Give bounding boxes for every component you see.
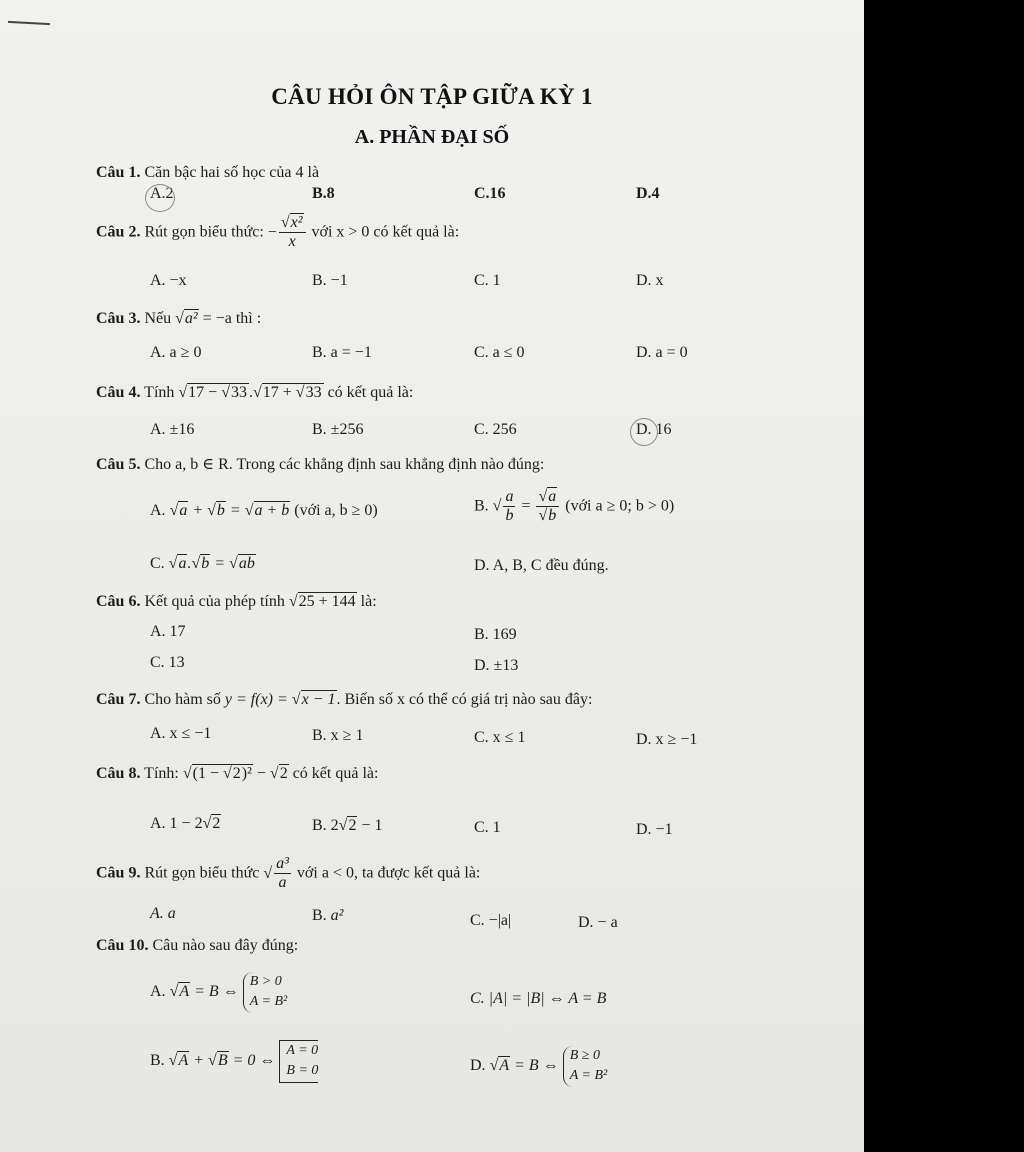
question-7 bbox=[96, 691, 592, 709]
q8-option-b: B. 2√2 − 1 bbox=[312, 817, 383, 834]
question-8 bbox=[96, 765, 378, 783]
question-label: Câu 1. bbox=[96, 164, 141, 181]
question-text: Căn bậc hai số học của 4 là bbox=[144, 164, 320, 181]
question-text: Cho hàm số bbox=[144, 691, 221, 708]
q9-option-a: A. a bbox=[150, 905, 176, 922]
question-label: Câu 8. bbox=[96, 765, 141, 782]
math-expression: √25 + 144 bbox=[288, 593, 356, 610]
question-text: Kết quả của phép tính bbox=[144, 593, 285, 610]
math-expression: − $\frac{\text{√x²}}{x}$ bbox=[268, 224, 308, 241]
q5-option-b: B. √ $\frac{a}{b}$ = $\frac{√a}{√b}$ (với a ≥ 0; b > 0) bbox=[474, 488, 675, 525]
q8-option-d: D. −1 bbox=[636, 821, 673, 838]
question-text: Tính bbox=[144, 384, 175, 401]
q6-option-c: C. 13 bbox=[150, 654, 185, 671]
q3-option-d: D. a = 0 bbox=[636, 344, 688, 361]
q3-option-c: C. a ≤ 0 bbox=[474, 344, 525, 361]
q5-option-a: A. √a + √b = √a + b (với a, b ≥ 0) bbox=[150, 502, 378, 519]
question-text: Rút gọn biểu thức bbox=[144, 864, 260, 882]
question-label: Câu 4. bbox=[96, 384, 141, 401]
question-label: Câu 2. bbox=[96, 223, 141, 241]
math-expression: √17 − √33 .√17 + √33 bbox=[178, 384, 322, 401]
q1-option-a: A.2 bbox=[150, 185, 174, 202]
q5-option-c: C. √a.√b = √ab bbox=[150, 555, 255, 572]
question-text-tail: có kết quả là: bbox=[292, 765, 379, 782]
question-label: Câu 9. bbox=[96, 864, 141, 882]
q2-option-a: A. −x bbox=[150, 272, 187, 289]
question-label: Câu 3. bbox=[96, 310, 141, 327]
math-expression: √ $\frac{\text{a³}}{a}$ bbox=[263, 855, 289, 892]
q2-option-d: D. x bbox=[636, 272, 664, 289]
q2-option-b: B. −1 bbox=[312, 272, 348, 289]
question-1 bbox=[96, 164, 319, 182]
q9-option-d: D. − a bbox=[578, 914, 618, 931]
q6-option-b: B. 169 bbox=[474, 626, 517, 643]
q8-option-c: C. 1 bbox=[474, 819, 501, 836]
question-text: Nếu bbox=[144, 310, 172, 327]
q10-option-c: C. |A| = |B| ⇔ A = B bbox=[470, 990, 607, 1007]
question-9 bbox=[96, 855, 480, 893]
question-label: Câu 10. bbox=[96, 937, 149, 954]
q4-option-a: A. ±16 bbox=[150, 421, 195, 438]
q7-option-c: C. x ≤ 1 bbox=[474, 729, 526, 746]
question-2 bbox=[96, 214, 459, 252]
q8-option-a: A. 1 − 2√2 bbox=[150, 815, 221, 832]
question-text: Tính: bbox=[144, 765, 179, 782]
answer-circle-mark bbox=[145, 184, 175, 212]
question-5 bbox=[96, 454, 544, 474]
math-expression: √a² bbox=[175, 310, 198, 327]
pen-mark bbox=[8, 21, 50, 25]
option-condition: (với a, b ≥ 0) bbox=[294, 502, 378, 519]
q3-option-a: A. a ≥ 0 bbox=[150, 344, 202, 361]
q4-option-c: C. 256 bbox=[474, 421, 517, 438]
question-text-tail: với x > 0 có kết quả là: bbox=[311, 223, 460, 241]
q7-option-a: A. x ≤ −1 bbox=[150, 725, 212, 742]
math-expression: y = f(x) = √x − 1 bbox=[224, 691, 336, 708]
q3-option-b: B. a = −1 bbox=[312, 344, 372, 361]
question-text: Cho a, b ∈ R. Trong các khẳng định sau khẳng định nào đúng: bbox=[144, 456, 545, 473]
dark-background bbox=[864, 0, 1024, 1152]
question-text: Rút gọn biểu thức: bbox=[144, 223, 264, 241]
q6-option-a: A. 17 bbox=[150, 623, 186, 640]
question-text-tail: với a < 0, ta được kết quả là: bbox=[296, 864, 481, 882]
page-title: CÂU HỎI ÔN TẬP GIỮA KỲ 1 bbox=[271, 84, 593, 109]
q4-option-b: B. ±256 bbox=[312, 421, 364, 438]
question-text-tail: = −a thì : bbox=[202, 310, 262, 327]
question-text-tail: là: bbox=[360, 593, 377, 610]
q10-option-b: B. √A + √B = 0 ⇔ A = 0 B = 0 bbox=[150, 1040, 318, 1083]
q6-option-d: D. ±13 bbox=[474, 657, 519, 674]
q10-option-d: D. √A = B ⇔ B ≥ 0 A = B² bbox=[470, 1046, 607, 1087]
question-3 bbox=[96, 310, 261, 328]
question-label: Câu 7. bbox=[96, 691, 141, 708]
q9-option-b: B. a² bbox=[312, 907, 344, 924]
math-expression: √(1 − √2)² − √2 bbox=[182, 765, 288, 782]
q10-option-a: A. √A = B ⇔ B > 0 A = B² bbox=[150, 972, 287, 1013]
q1-option-b: B.8 bbox=[312, 185, 335, 202]
option-condition: (với a ≥ 0; b > 0) bbox=[565, 497, 675, 515]
question-4 bbox=[96, 384, 413, 402]
question-text-tail: có kết quả là: bbox=[327, 384, 414, 401]
question-label: Câu 5. bbox=[96, 456, 141, 473]
section-title: A. PHẦN ĐẠI SỐ bbox=[354, 126, 510, 148]
answer-circle-mark bbox=[630, 418, 658, 446]
q5-option-d: D. A, B, C đều đúng. bbox=[474, 557, 609, 574]
question-text-tail: . Biến số x có thể có giá trị nào sau đây: bbox=[336, 691, 593, 708]
question-10 bbox=[96, 937, 298, 955]
q7-option-d: D. x ≥ −1 bbox=[636, 731, 698, 748]
q1-option-c: C.16 bbox=[474, 185, 506, 202]
q2-option-c: C. 1 bbox=[474, 272, 501, 289]
q9-option-c: C. −|a| bbox=[470, 912, 512, 929]
q4-option-d: D. 16 bbox=[636, 421, 672, 438]
question-label: Câu 6. bbox=[96, 593, 141, 610]
question-text: Câu nào sau đây đúng: bbox=[152, 937, 299, 954]
q7-option-b: B. x ≥ 1 bbox=[312, 727, 364, 744]
question-6 bbox=[96, 593, 377, 611]
q1-option-d: D.4 bbox=[636, 185, 660, 202]
